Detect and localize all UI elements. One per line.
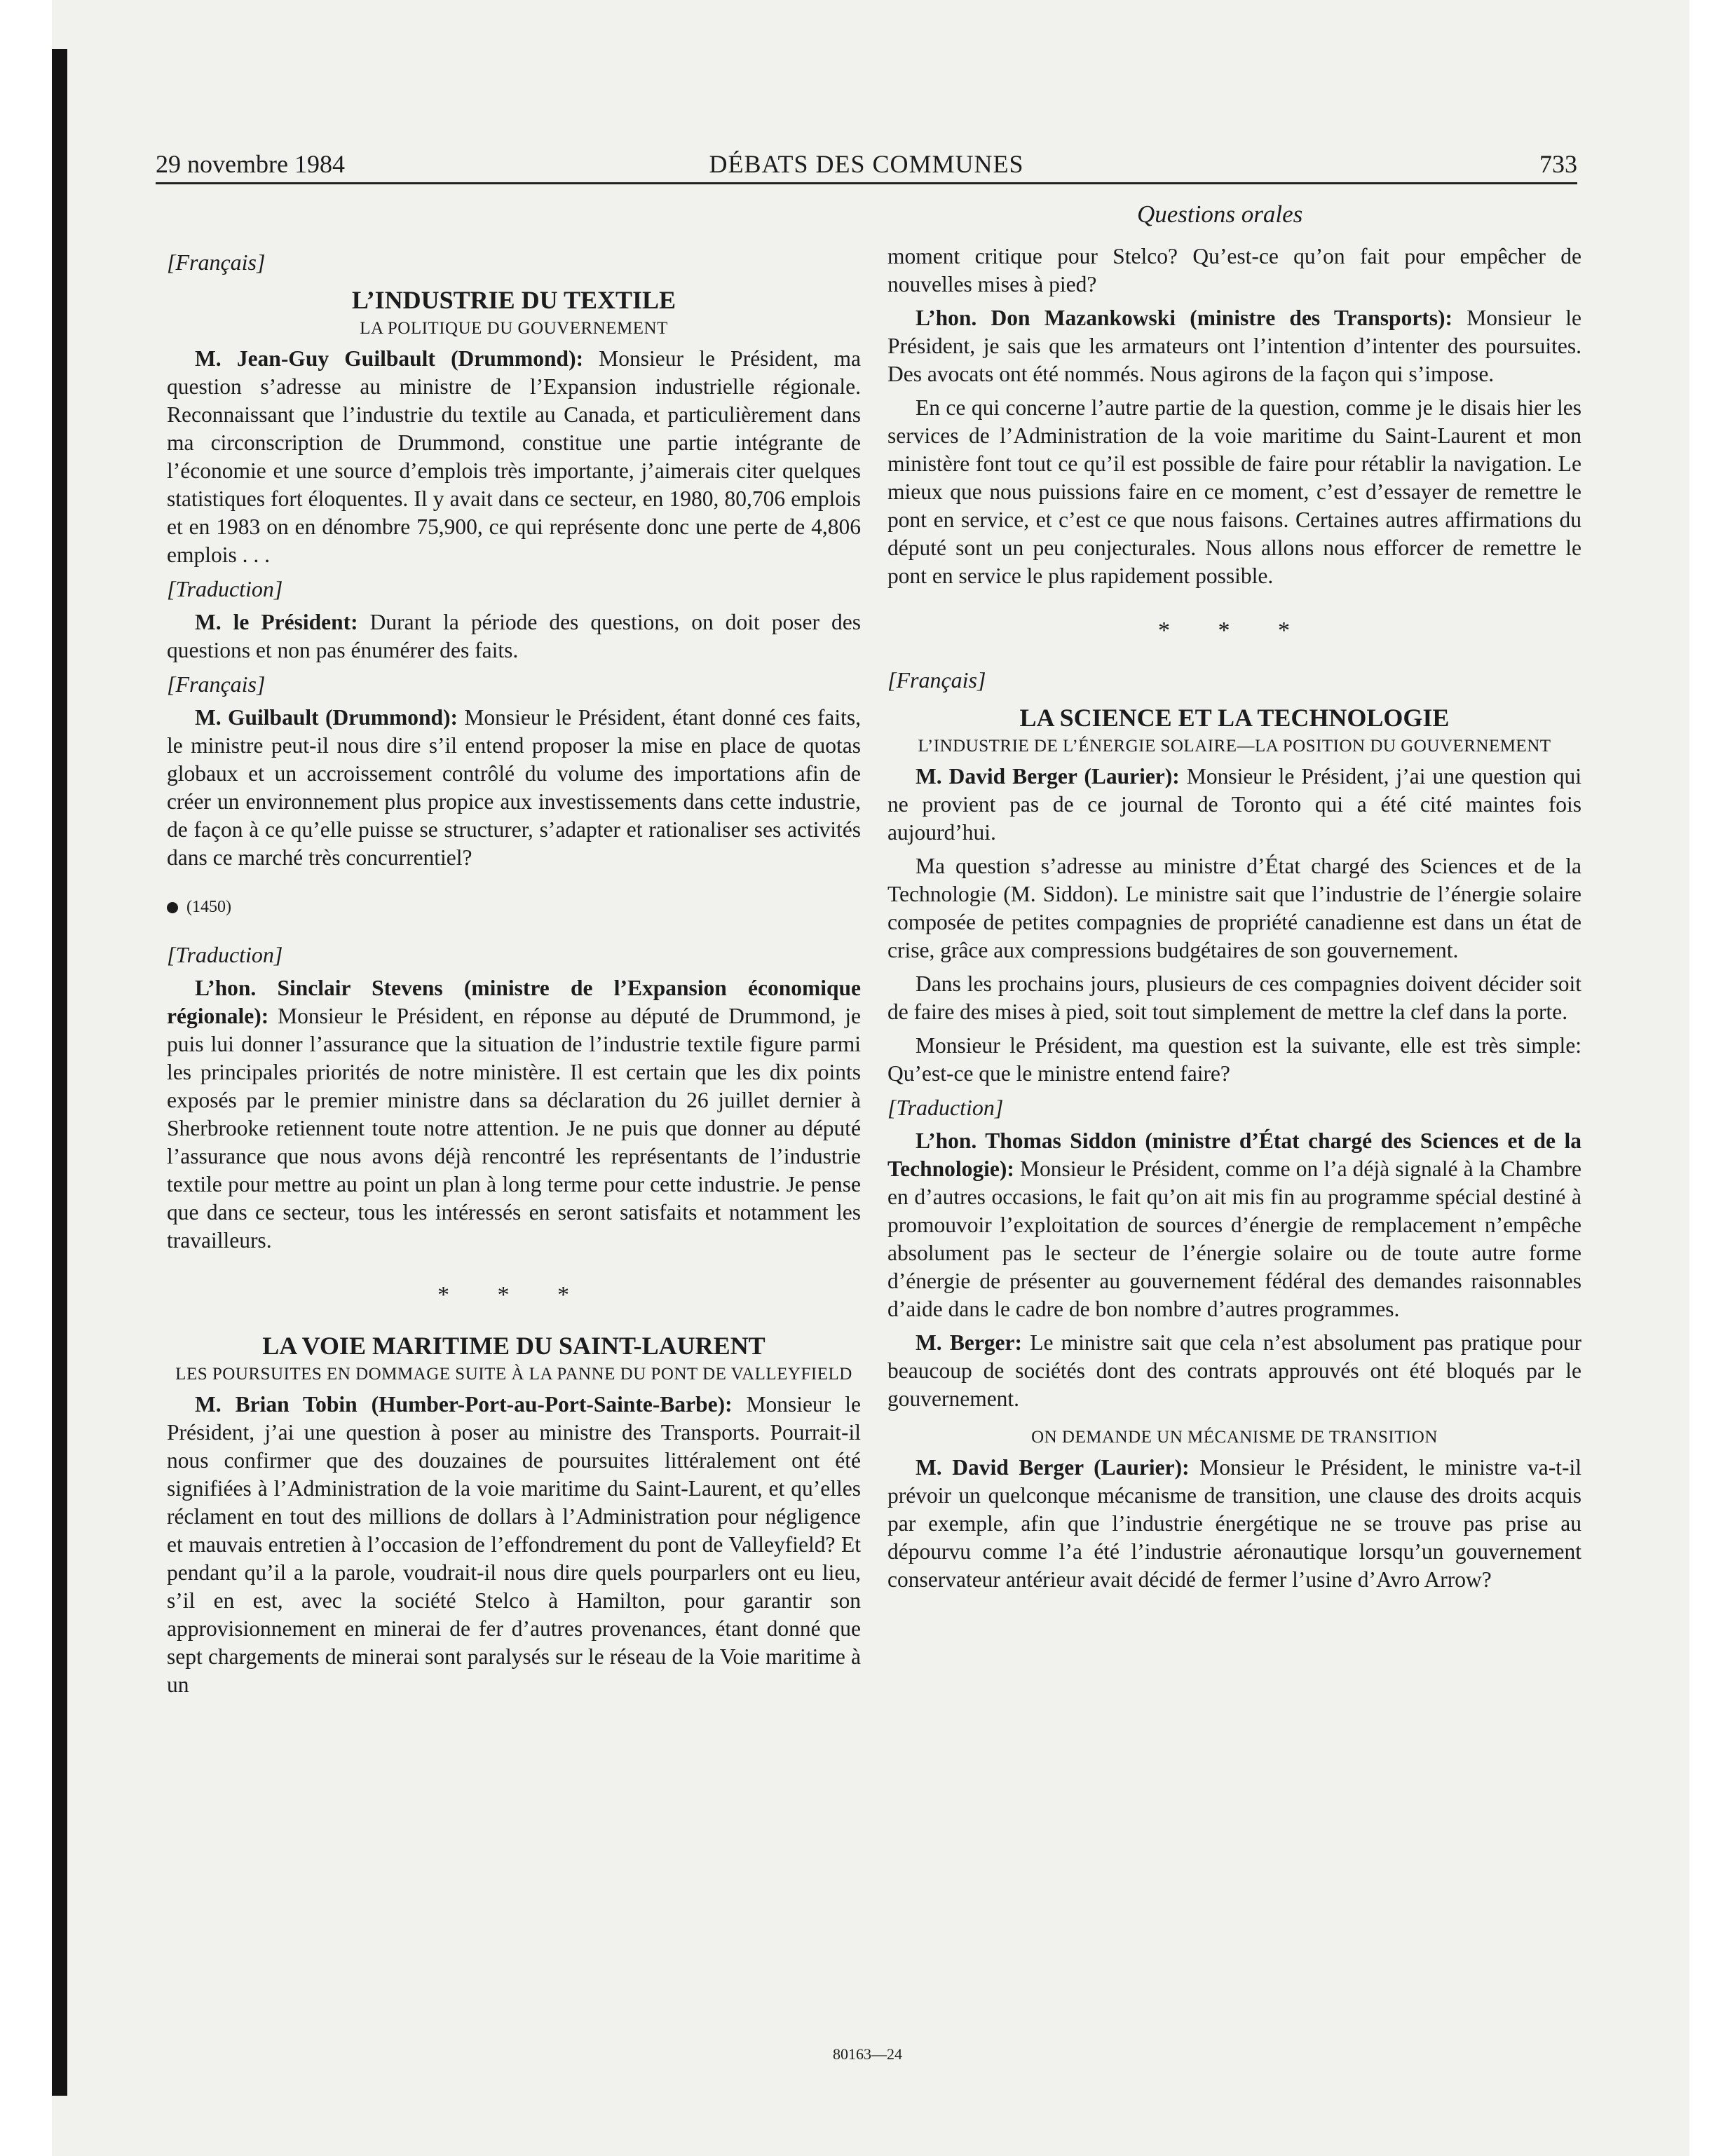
paragraph: Ma question s’adresse au ministre d’État chargé des Sciences et de la Technologie (M. Siddon). Le ministre sait que l’industrie de l’énergie solaire composée de petites compagnies de propriété canadienne est dans un état de crise, grâce aux compressions budgétaires de son gouvernement. (887, 854, 1581, 962)
header-title: DÉBATS DES COMMUNES (709, 150, 1024, 178)
speaker-name: M. David Berger (Laurier): (916, 1455, 1190, 1480)
speech-text: Monsieur le Président, j’ai une question qui ne provient pas de ce journal de Toronto qui a été cité maintes fois aujourd’hui. (887, 764, 1582, 845)
speech-text: Durant la période des questions, on doit poser des questions et non pas énumérer des faits. (167, 610, 861, 662)
speech-text: Monsieur le Président, j’ai une question à poser au ministre des Transports. Pourrait-il nous confirmer que des douzaines de poursuites littéralement ont été signifiées à l’Administration de la voie maritime du Saint-Laurent, et qu’elles réclament en tout des millions de dollars à l’Administration pour négligence et mauvais entretien à l’occasion de l’effondrement du pont de Valleyfield? Et pendant qu’il a la parole, voudrait-il nous dire quels pourparlers ont eu lieu, s’il en est, avec la société Stelco à Hamilton, pour garantir son approvisionnement en minerai de fer d’autres provenances, étant donné que sept chargements de minerai sont paralysés sur le réseau de la Voie maritime à un (167, 1392, 861, 1697)
paragraph: En ce qui concerne l’autre partie de la question, comme je le disais hier les services de l’Administration de la voie maritime du Saint-Laurent et mon ministère font tout ce qu’il est possible de faire pour rétablir la navigation. Le mieux que nous puissions faire en ce moment, c’est d’essayer de remettre le pont en service, et c’est ce que nous faisons. Certaines autres affirmations du député sont un peu conjecturales. Nous allons nous efforcer de remettre le pont en service le plus rapidement possible. (887, 395, 1581, 588)
section-subheading: L’INDUSTRIE DE L’ÉNERGIE SOLAIRE—LA POSITION DU GOUVERNEMENT (918, 737, 1551, 756)
paragraph: Monsieur le Président, ma question est la suivante, elle est très simple: Qu’est-ce que le ministre entend faire? (887, 1033, 1581, 1086)
section-heading: LA SCIENCE ET LA TECHNOLOGIE (1019, 704, 1450, 732)
section-heading: L’INDUSTRIE DU TEXTILE (351, 286, 676, 314)
time-stamp (167, 893, 861, 921)
speech-text: Monsieur le Président, ma question s’adresse au ministre de l’Expansion industrielle régionale. Reconnaissant que l’industrie du textile au Canada, et particulièrement dans ma circonscription de Drummond, constitue une partie intégrante de l’économie et une source d’emplois très importante, j’aimerais citer quelques statistiques fort éloquentes. Il y avait dans ce secteur, en 1980, 80,706 emplois et en 1983 on en dénombre 75,900, ce qui représente donc une perte de 4,806 emplois . . . (167, 346, 861, 567)
paragraph: moment critique pour Stelco? Qu’est-ce qu’on fait pour empêcher de nouvelles mises à pied? (887, 244, 1581, 296)
paragraph: Dans les prochains jours, plusieurs de ces compagnies doivent décider soit de faire des mises à pied, soit tout simplement de mettre la clef dans la porte. (887, 971, 1581, 1024)
language-tag: [Français] (887, 667, 986, 692)
right-column (887, 243, 1581, 1599)
speech-text: Monsieur le Président, je sais que les armateurs ont l’intention d’intenter des poursuites. Des avocats ont été nommés. Nous agirons de la façon qui s’impose. (887, 306, 1581, 386)
paragraph (887, 304, 1581, 388)
paragraph (887, 1454, 1581, 1594)
paragraph (167, 345, 861, 569)
paragraph (167, 974, 861, 1255)
language-tag: [Traduction] (167, 942, 283, 967)
speaker-name: L’hon. Sinclair Stevens (ministre de l’Expansion économique régionale): (167, 976, 861, 1028)
speaker-name: M. David Berger (Laurier): (916, 764, 1180, 789)
header-page-number: 733 (1539, 150, 1577, 178)
speaker-name: M. Berger: (916, 1330, 1023, 1355)
language-tag: [Français] (167, 671, 266, 697)
speaker-name: M. Guilbault (Drummond): (195, 705, 458, 730)
paragraph (887, 763, 1581, 847)
section-separator: * * * (437, 1282, 590, 1308)
speech-text: Monsieur le Président, étant donné ces faits, le ministre peut-il nous dire s’il entend proposer la mise en place de quotas globaux et un accroissement contrôlé du volume des importations afin de créer un environnement plus propice aux investissements dans cette industrie, de façon à ce qu’elle puisse se structurer, s’adapter et rationaliser ses activités dans ce marché très concurrentiel? (167, 705, 861, 870)
speaker-name: M. Brian Tobin (Humber-Port-au-Port-Sainte-Barbe): (195, 1392, 733, 1417)
language-tag: [Traduction] (887, 1095, 1004, 1120)
running-head (156, 147, 1577, 184)
section-label: Questions orales (1137, 200, 1303, 228)
speech-text: Monsieur le Président, comme on l’a déjà signalé à la Chambre en d’autres occasions, le fait qu’on ait mis fin au programme spécial destiné à promouvoir l’exploitation de sources d’énergie de remplacement n’empêche absolument pas le secteur de l’énergie solaire ou de toute autre forme d’énergie de présenter au gouvernement fédéral des demandes raisonnables d’aide dans le cadre de bon nombre d’autres programmes. (887, 1157, 1581, 1321)
paragraph (887, 1329, 1581, 1413)
section-subheading: ON DEMANDE UN MÉCANISME DE TRANSITION (1031, 1428, 1438, 1447)
paragraph (167, 608, 861, 664)
speech-text: Le ministre sait que cela n’est absolument pas pratique pour beaucoup de sociétés dont des contrats approuvés ont été bloqués par le gouvernement. (887, 1330, 1582, 1411)
speech-text: Monsieur le Président, en réponse au député de Drummond, je puis lui donner l’assurance que la situation de l’industrie textile figure parmi les principales priorités de notre ministère. Il est certain que les dix points exposés par le premier ministre dans sa déclaration du 26 juillet dernier à Sherbrooke retiennent toute notre attention. Je ne puis que donner au député l’assurance que nous avons déjà rencontré les représentants de l’industrie textile pour mettre au point un plan à long terme pour cette industrie. Je pense que dans ce secteur, tous les intéressés en seront satisfaits et notamment les travailleurs. (167, 1004, 861, 1253)
section-subheading: LES POURSUITES EN DOMMAGE SUITE À LA PANNE DU PONT DE VALLEYFIELD (175, 1365, 852, 1384)
bullet-icon (167, 902, 178, 913)
paragraph (167, 704, 861, 872)
footer-print-code: 80163—24 (833, 2045, 902, 2063)
language-tag: [Traduction] (167, 576, 283, 601)
speaker-name: M. le Président: (195, 610, 358, 634)
time-stamp-text: (1450) (186, 898, 231, 916)
left-column (167, 243, 861, 1705)
section-heading: LA VOIE MARITIME DU SAINT-LAURENT (262, 1332, 766, 1360)
paragraph (887, 1127, 1581, 1323)
speaker-name: L’hon. Thomas Siddon (ministre d’État chargé des Sciences et de la Technologie): (887, 1128, 1581, 1181)
section-separator: * * * (1158, 618, 1311, 643)
header-date: 29 novembre 1984 (156, 150, 345, 178)
speaker-name: M. Jean-Guy Guilbault (Drummond): (195, 346, 584, 371)
scan-binding-edge (52, 49, 67, 2096)
speech-text: Monsieur le Président, le ministre va-t-il prévoir un quelconque mécanisme de transition, une clause des droits acquis par exemple, afin que l’industrie énergétique ne se trouve pas prise au dépourvu comme l’a été l’industrie aéronautique lorsqu’un gouvernement conservateur antérieur avait décidé de fermer l’usine d’Avro Arrow? (887, 1455, 1582, 1592)
speaker-name: L’hon. Don Mazankowski (ministre des Transports): (916, 306, 1453, 330)
paragraph (167, 1391, 861, 1699)
language-tag: [Français] (167, 250, 266, 275)
section-subheading: LA POLITIQUE DU GOUVERNEMENT (360, 319, 668, 338)
